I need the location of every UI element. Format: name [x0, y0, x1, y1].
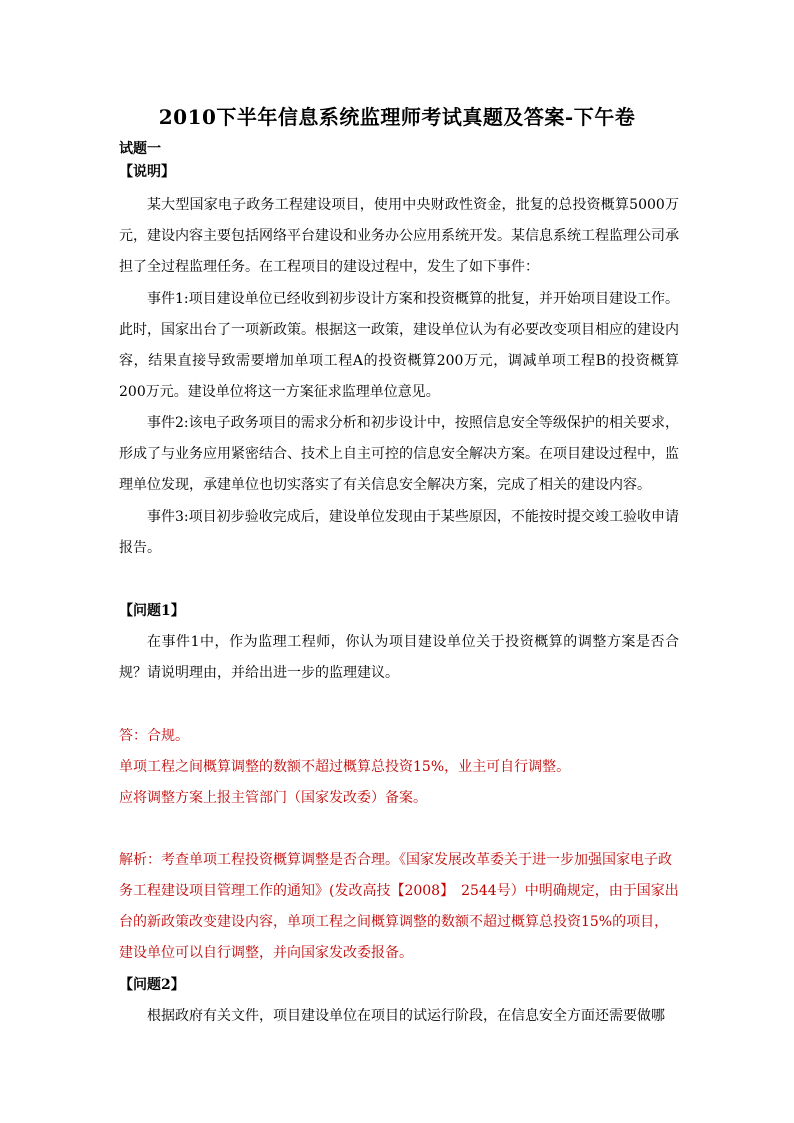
section-heading: 试题一: [119, 141, 161, 157]
question-2-heading: 【问题2】: [119, 977, 185, 993]
answer-block: [119, 721, 689, 814]
paragraph-intro: 某大型国家电子政务工程建设项目，使用中央财政性资金，批复的总投资概算5000万元，建设内容主要包括网络平台建设和业务办公应用系统开发。某信息系统工程监理公司承担了全过程监理任务。在工程项目的建设过程中，发生了如下事件：: [119, 197, 679, 275]
paragraph-event-1: 事件1:项目建设单位已经收到初步设计方案和投资概算的批复，并开始项目建设工作。此时，国家出台了一项新政策。根据这一政策，建设单位认为有必要改变项目相应的建设内容，结果直接导致需要增加单项工程A的投资概算200万元，调减单项工程B的投资概算200万元。建设单位将这一方案征求监理单位意见。: [119, 291, 679, 400]
description-heading: 【说明】: [119, 164, 175, 180]
answer-line: 答：合规。: [119, 728, 189, 744]
answer-line: 单项工程之间概算调整的数额不超过概算总投资15%，业主可自行调整。: [119, 759, 571, 775]
page-title: 2010下半年信息系统监理师考试真题及答案-下午卷: [158, 105, 636, 129]
analysis-block: [119, 845, 689, 969]
analysis-line: 台的新政策改变建设内容，单项工程之间概算调整的数额不超过概算总投资15%的项目，: [119, 914, 669, 930]
question-1-heading: 【问题1】: [119, 603, 185, 619]
analysis-line: 解析：考查单项工程投资概算调整是否合理。《国家发展改革委关于进一步加强国家电子政: [119, 852, 672, 868]
paragraph-event-2: 事件2:该电子政务项目的需求分析和初步设计中，按照信息安全等级保护的相关要求，形成了与业务应用紧密结合、技术上自主可控的信息安全解决方案。在项目建设过程中，监理单位发现，承建单位也切实落实了有关信息安全解决方案，完成了相关的建设内容。: [119, 415, 679, 493]
question-2-text: 根据政府有关文件，项目建设单位在项目的试运行阶段，在信息安全方面还需要做哪: [147, 1008, 665, 1024]
analysis-line: 务工程建设项目管理工作的通知》(发改高技【2008】 2544号）中明确规定，由于国家出: [119, 883, 679, 899]
answer-line: 应将调整方案上报主管部门（国家发改委）备案。: [119, 790, 427, 806]
paragraph-event-3: 事件3:项目初步验收完成后，建设单位发现由于某些原因，不能按时提交竣工验收申请报告。: [119, 509, 679, 556]
question-1-text: 在事件1中，作为监理工程师，你认为项目建设单位关于投资概算的调整方案是否合规？请说明理由，并给出进一步的监理建议。: [119, 634, 679, 681]
analysis-line: 建设单位可以自行调整，并向国家发改委报备。: [119, 945, 413, 961]
